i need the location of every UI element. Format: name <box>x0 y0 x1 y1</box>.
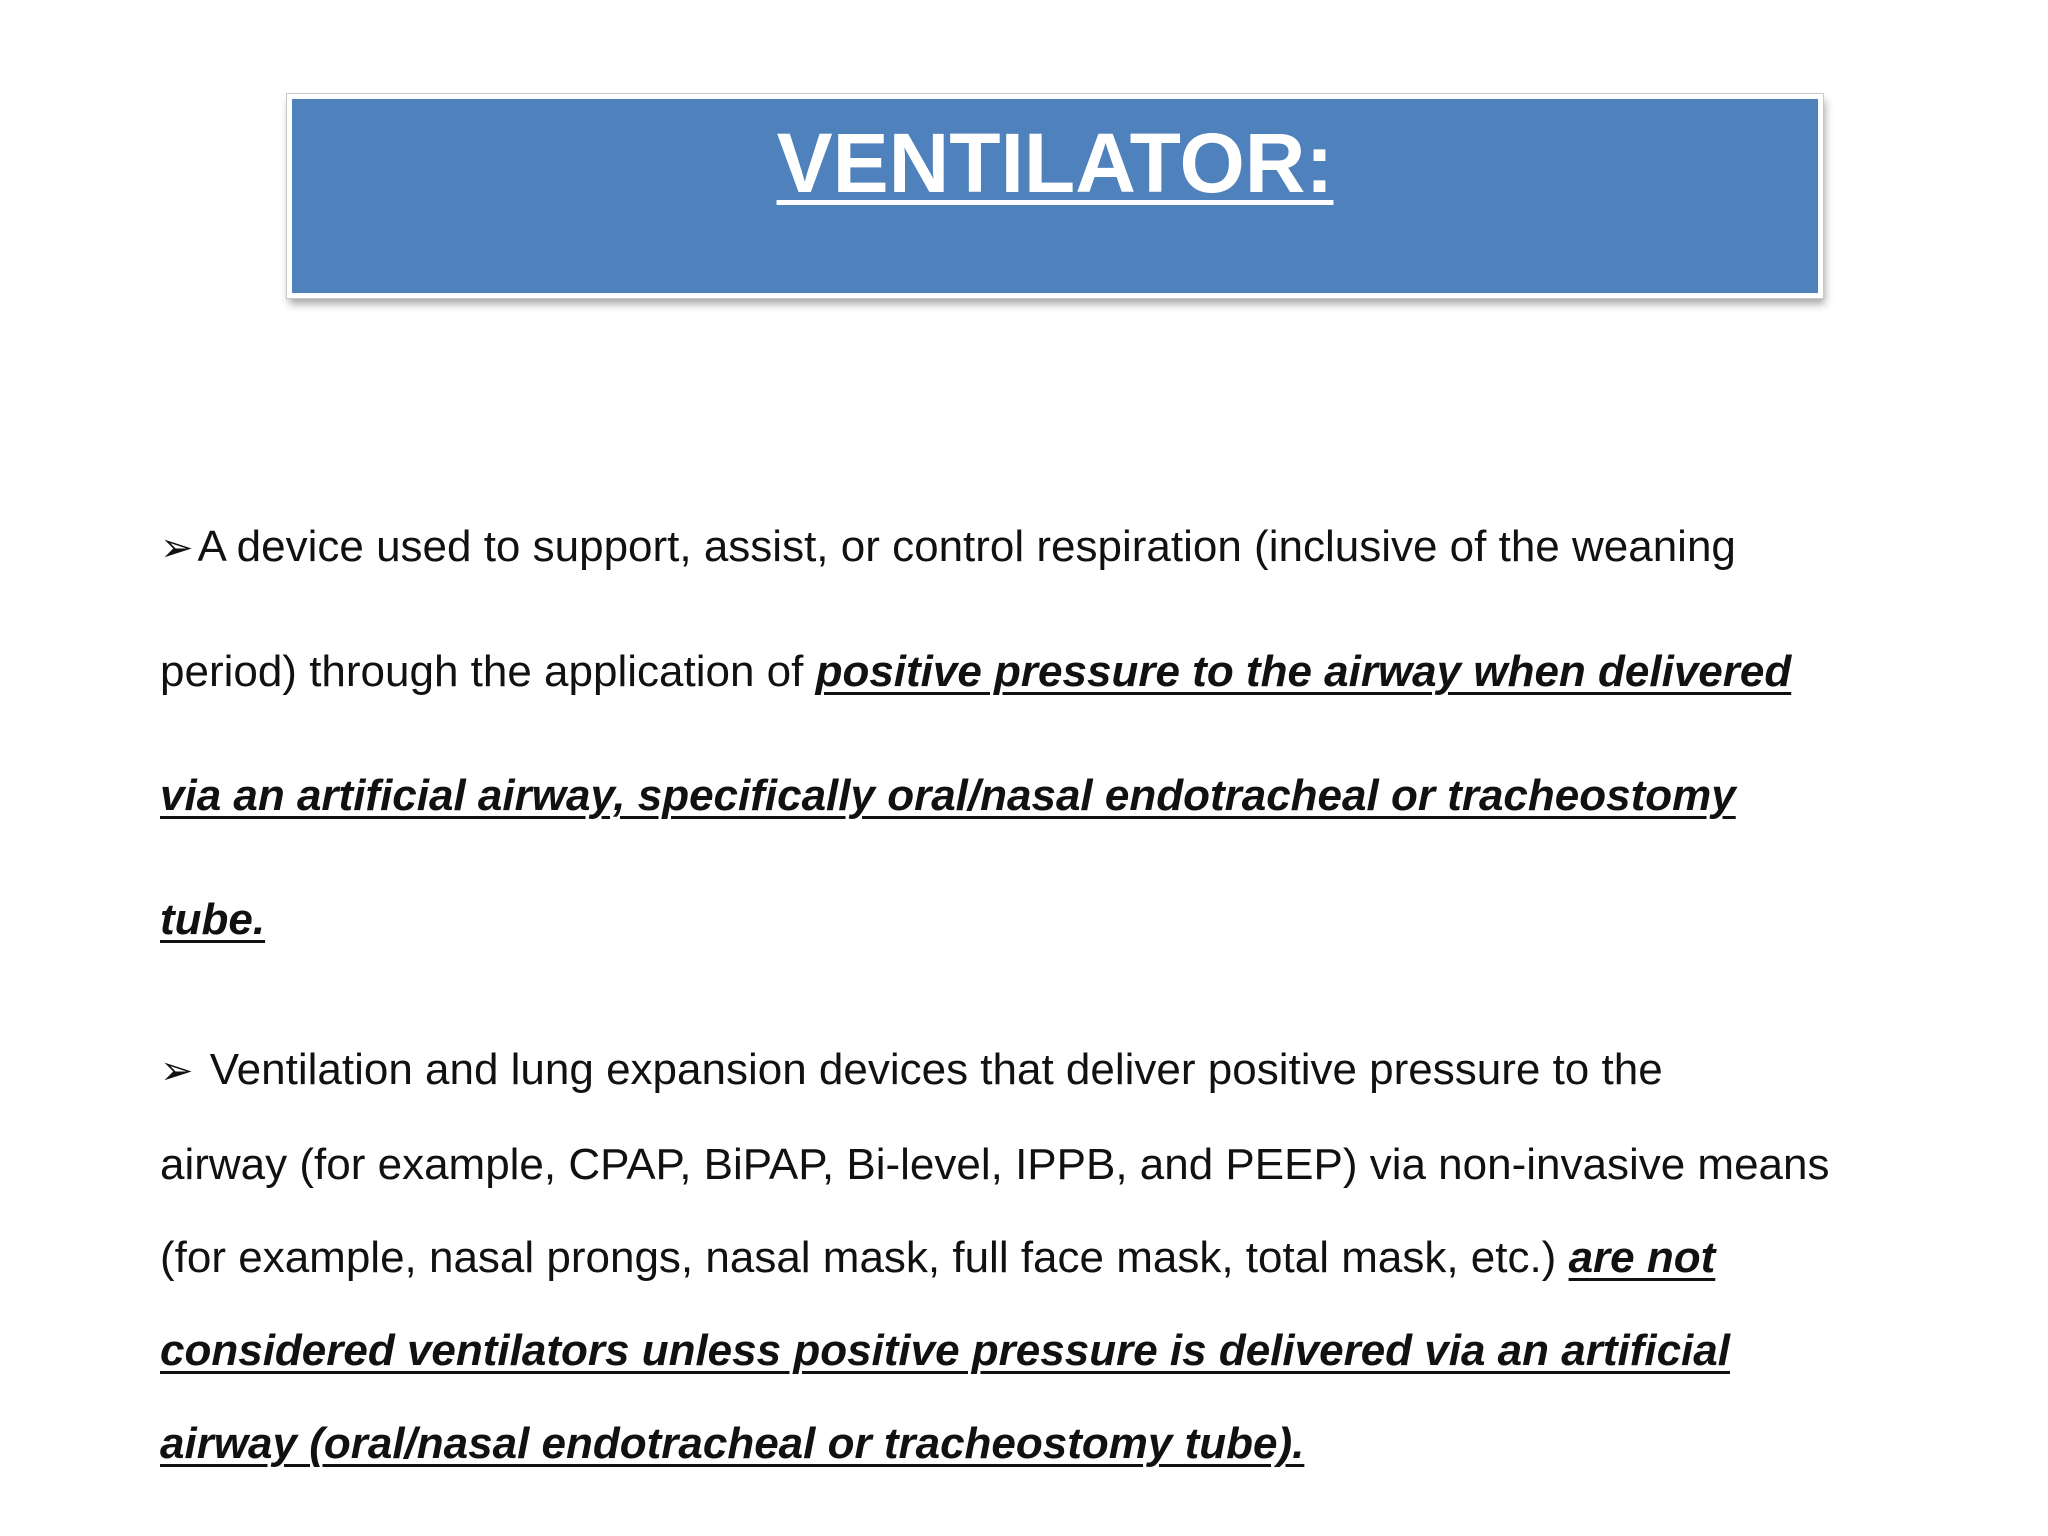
bullet-1-line-2-text: period) through the application of <box>160 647 816 696</box>
bullet-1-line-3-emphasis: via an artificial airway, specifically oral/nasal endotracheal or tracheostomy <box>160 771 1736 820</box>
bullet-2-line-5-emphasis: airway (oral/nasal endotracheal or tracheostomy tube). <box>160 1419 1305 1468</box>
bullet-2-line-1-text: Ventilation and lung expansion devices that deliver positive pressure to the <box>197 1045 1663 1094</box>
arrowhead-bullet-icon: ➢ <box>160 526 194 570</box>
bullet-2-line-4 <box>160 1304 1920 1397</box>
bullet-1-line-4 <box>160 858 1920 982</box>
title-banner <box>287 94 1823 298</box>
bullet-2-line-2-text: airway (for example, CPAP, BiPAP, Bi-level, IPPB, and PEEP) via non-invasive means <box>160 1140 1830 1189</box>
bullet-2-line-3-emphasis: are not <box>1568 1233 1716 1282</box>
bullet-1-line-4-emphasis: tube. <box>160 895 266 944</box>
bullet-1-line-1 <box>160 485 1920 610</box>
bullet-1-line-2-emphasis: positive pressure to the airway when delivered <box>815 647 1792 696</box>
bullet-point-2 <box>160 1023 1920 1490</box>
bullet-2-line-5 <box>160 1397 1920 1490</box>
bullet-2-line-2 <box>160 1118 1920 1211</box>
bullet-2-line-1 <box>160 1023 1920 1118</box>
bullet-1-line-1-text: A device used to support, assist, or control respiration (inclusive of the weaning <box>197 522 1736 571</box>
bullet-1-line-2 <box>160 610 1920 734</box>
bullet-2-line-3-text: (for example, nasal prongs, nasal mask, full face mask, total mask, etc.) <box>160 1233 1569 1282</box>
bullet-2-line-3 <box>160 1211 1920 1304</box>
bullet-point-1 <box>160 485 1920 982</box>
arrowhead-bullet-icon: ➢ <box>160 1049 194 1093</box>
bullet-1-line-3 <box>160 734 1920 858</box>
bullet-2-line-4-emphasis: considered ventilators unless positive pressure is delivered via an artificial <box>160 1326 1730 1375</box>
slide-title: VENTILATOR: <box>776 116 1334 210</box>
